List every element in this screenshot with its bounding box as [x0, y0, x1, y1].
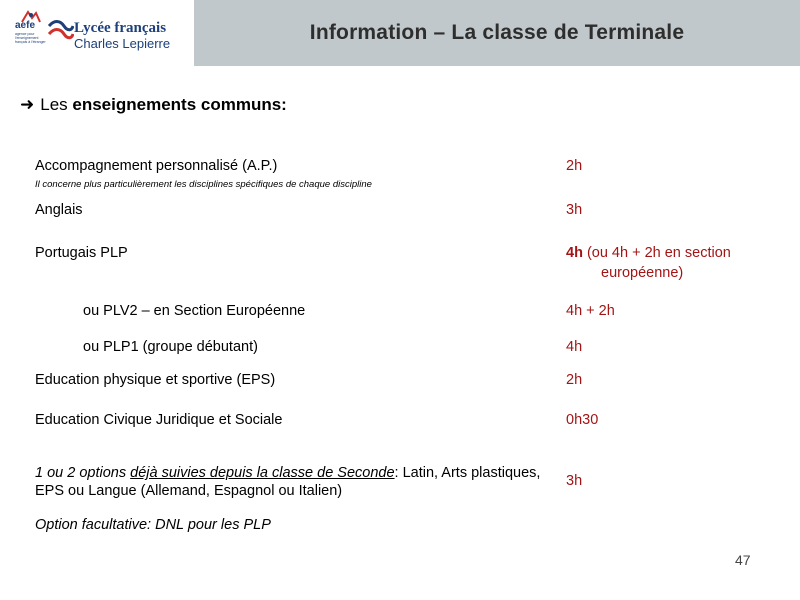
- row-label-dnl: Option facultative: DNL pour les PLP: [35, 517, 271, 533]
- aefe-logo: [12, 8, 48, 58]
- school-logo: [8, 8, 188, 58]
- row-label-options-underlined: déjà suivies depuis la classe de Seconde: [130, 465, 395, 481]
- page-title: Information – La classe de Terminale: [309, 21, 685, 44]
- wave-icon: [48, 18, 74, 42]
- row-value-ecjs: 0h30: [566, 412, 599, 428]
- row-value-plv2: 4h + 2h: [566, 303, 615, 319]
- row-label-plp1: ou PLP1 (groupe débutant): [83, 339, 258, 355]
- row-value-portugais-extra-line2: européenne): [601, 265, 684, 281]
- section-heading-prefix: Les: [40, 95, 73, 114]
- row-value-portugais-bold: 4h: [566, 245, 583, 261]
- arrow-right-icon: ➜: [20, 95, 35, 114]
- row-label-plv2: ou PLV2 – en Section Européenne: [83, 303, 306, 319]
- row-label-anglais: Anglais: [35, 202, 83, 218]
- aefe-subtitle: agence pour l'enseignement français à l'étranger: [15, 32, 46, 44]
- lycee-line1: Lycée français: [74, 20, 167, 36]
- row-value-plp1: 4h: [566, 339, 583, 355]
- row-value-ap: 2h: [566, 158, 583, 174]
- page-number: 47: [735, 552, 751, 568]
- row-value-eps: 2h: [566, 372, 583, 388]
- row-value-portugais-extra: (ou 4h + 2h en section: [582, 245, 731, 261]
- row-label-options: [35, 464, 555, 500]
- row-value-anglais: 3h: [566, 202, 583, 218]
- row-label-ap: Accompagnement personnalisé (A.P.): [35, 158, 278, 174]
- row-label-ecjs: Education Civique Juridique et Sociale: [35, 412, 283, 428]
- section-heading: [20, 95, 287, 115]
- row-label-portugais: Portugais PLP: [35, 245, 128, 261]
- section-heading-bold: enseignements communs:: [72, 95, 287, 114]
- row-label-options-rest: : Latin, Arts plastiques, EPS ou Langue (Allemand, Espagnol ou Italien): [35, 465, 541, 499]
- row-label-options-italic: 1 ou 2 options: [35, 465, 131, 481]
- row-value-portugais: [566, 245, 731, 261]
- row-note-ap: Il concerne plus particulièrement les disciplines spécifiques de chaque discipline: [35, 179, 372, 190]
- row-value-options: 3h: [566, 473, 583, 489]
- lycee-line2: Charles Lepierre: [74, 36, 171, 51]
- aefe-text: aefe: [15, 20, 36, 31]
- row-label-eps: Education physique et sportive (EPS): [35, 372, 276, 388]
